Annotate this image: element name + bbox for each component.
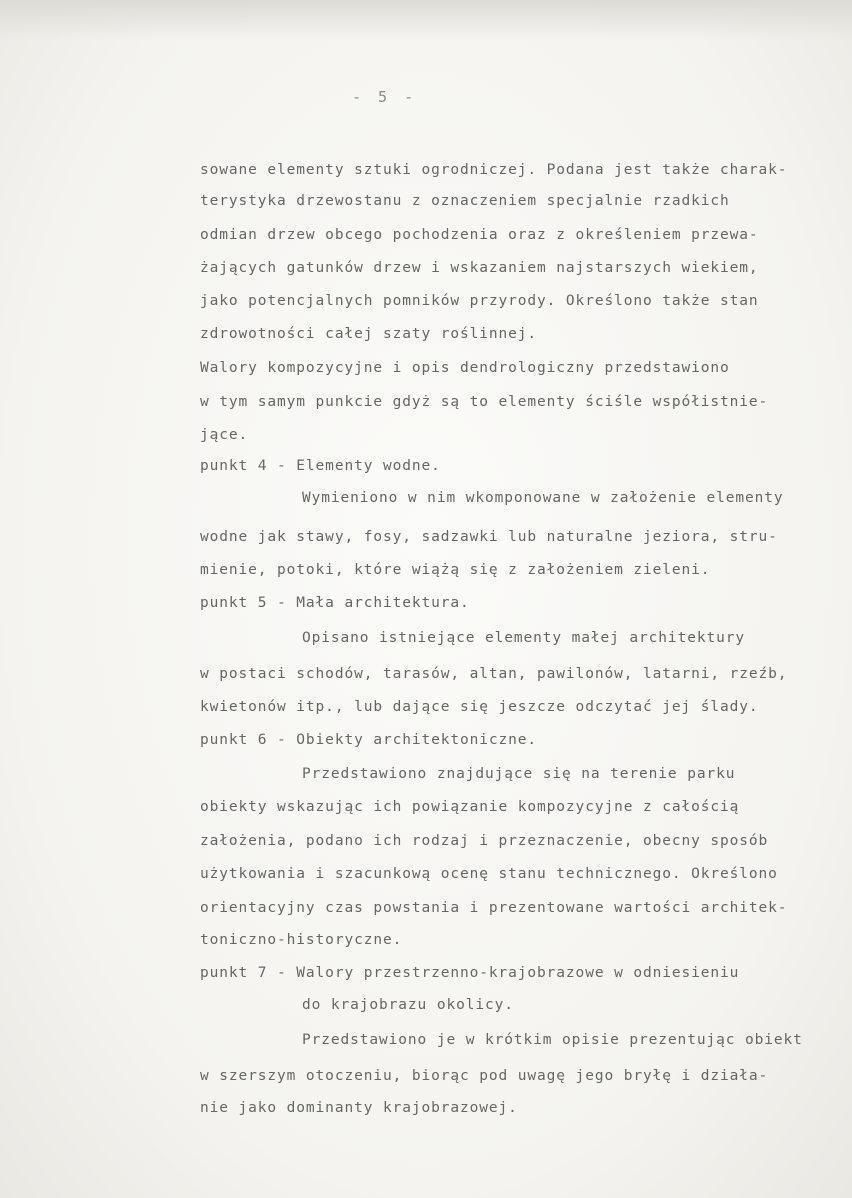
text-line: kwietonów itp., lub dające się jeszcze odczytać jej ślady. xyxy=(200,699,759,715)
scan-edge-shadow xyxy=(0,0,852,40)
text-line: Opisano istniejące elementy małej architektury xyxy=(302,630,745,646)
text-line: zdrowotności całej szaty roślinnej. xyxy=(200,326,538,342)
text-line: w tym samym punkcie gdyż są to elementy ściśle współistnie- xyxy=(200,394,769,410)
text-line: Walory kompozycyjne i opis dendrologiczny przedstawiono xyxy=(200,360,730,376)
text-line: założenia, podano ich rodzaj i przeznaczenie, obecny sposób xyxy=(200,833,769,849)
section-heading: punkt 6 - Obiekty architektoniczne. xyxy=(200,732,538,748)
text-line: użytkowania i szacunkową ocenę stanu technicznego. Określono xyxy=(200,866,778,882)
text-line: Przedstawiono znajdujące się na terenie parku xyxy=(302,766,736,782)
text-line: orientacyjny czas powstania i prezentowane wartości architek- xyxy=(200,900,788,916)
text-line: Wymieniono w nim wkomponowane w założenie elementy xyxy=(302,490,784,506)
section-heading: punkt 4 - Elementy wodne. xyxy=(200,458,441,474)
text-line: mienie, potoki, które wiążą się z założeniem zieleni. xyxy=(200,562,711,578)
text-line: wodne jak stawy, fosy, sadzawki lub naturalne jeziora, stru- xyxy=(200,529,778,545)
section-heading: punkt 7 - Walory przestrzenno-krajobrazowe w odniesieniu xyxy=(200,965,740,981)
text-line: obiekty wskazując ich powiązanie kompozycyjne z całością xyxy=(200,799,740,815)
page-number: - 5 - xyxy=(352,88,418,106)
text-line: Przedstawiono je w krótkim opisie prezentując obiekt xyxy=(302,1032,803,1048)
text-line: jako potencjalnych pomników przyrody. Określono także stan xyxy=(200,293,759,309)
text-line: w postaci schodów, tarasów, altan, pawilonów, latarni, rzeźb, xyxy=(200,666,788,682)
text-line: żających gatunków drzew i wskazaniem najstarszych wiekiem, xyxy=(200,260,759,276)
text-line: do krajobrazu okolicy. xyxy=(302,997,514,1013)
text-line: toniczno-historyczne. xyxy=(200,932,403,948)
text-line: terystyka drzewostanu z oznaczeniem specjalnie rzadkich xyxy=(200,193,730,209)
section-heading: punkt 5 - Mała architektura. xyxy=(200,595,470,611)
text-line: sowane elementy sztuki ogrodniczej. Podana jest także charak- xyxy=(200,162,788,178)
text-line: odmian drzew obcego pochodzenia oraz z określeniem przewa- xyxy=(200,227,759,243)
text-line: w szerszym otoczeniu, biorąc pod uwagę jego bryłę i działa- xyxy=(200,1068,769,1084)
text-line: nie jako dominanty krajobrazowej. xyxy=(200,1100,518,1116)
text-line: jące. xyxy=(200,427,249,443)
